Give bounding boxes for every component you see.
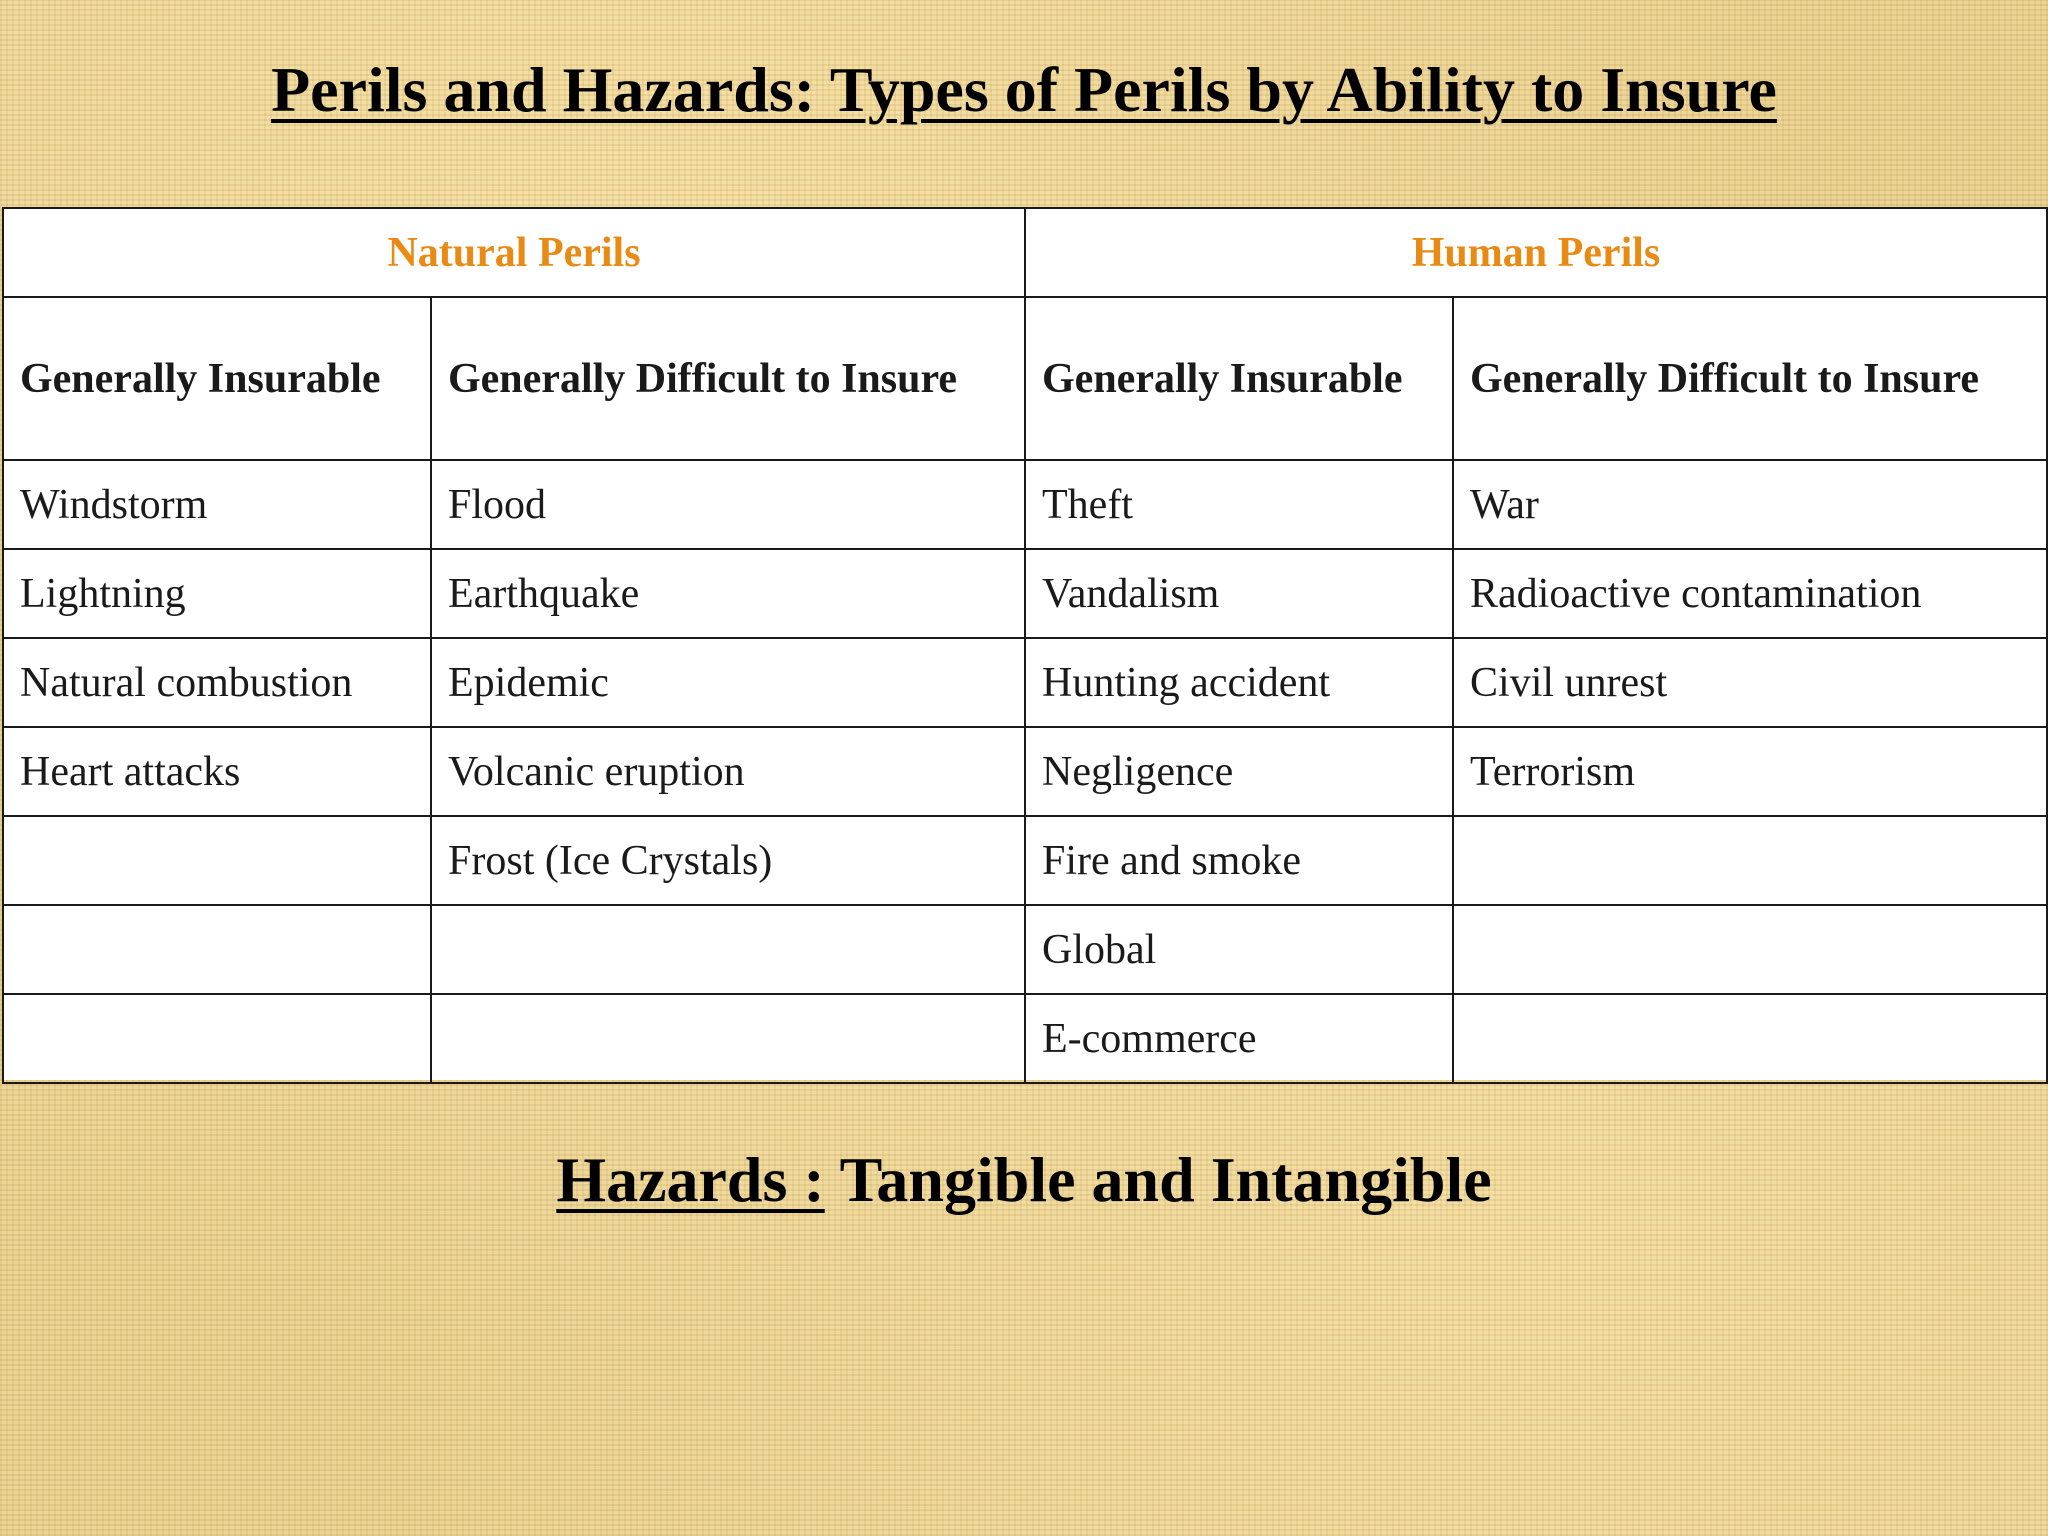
table-cell: Volcanic eruption: [431, 727, 1025, 816]
subheader-human-insurable: Generally Insurable: [1025, 297, 1453, 460]
table-row: [3, 727, 2047, 816]
table-cell: Heart attacks: [3, 727, 431, 816]
table-cell: Hunting accident: [1025, 638, 1453, 727]
slide-title: [0, 50, 2048, 130]
table-cell: Earthquake: [431, 549, 1025, 638]
table-cell: Radioactive contamination: [1453, 549, 2047, 638]
table-row: [3, 905, 2047, 994]
table-cell: [1453, 816, 2047, 905]
table-cell: [3, 816, 431, 905]
slide-title-text: Perils and Hazards: Types of Perils by Ability to Insure: [271, 54, 1777, 125]
table-cell: E-commerce: [1025, 994, 1453, 1083]
table-cell: Lightning: [3, 549, 431, 638]
subheader-row: [3, 297, 2047, 460]
table-cell: Fire and smoke: [1025, 816, 1453, 905]
table-cell: Theft: [1025, 460, 1453, 549]
group-header-human-perils: Human Perils: [1025, 208, 2047, 297]
table-cell: [1453, 905, 2047, 994]
table-row: [3, 816, 2047, 905]
table-cell: Negligence: [1025, 727, 1453, 816]
table-cell: [1453, 994, 2047, 1083]
table-cell: Terrorism: [1453, 727, 2047, 816]
table-cell: [3, 905, 431, 994]
subheader-natural-insurable: Generally Insurable: [3, 297, 431, 460]
table-cell: Civil unrest: [1453, 638, 2047, 727]
table-cell: Global: [1025, 905, 1453, 994]
subheader-human-difficult: Generally Difficult to Insure: [1453, 297, 2047, 460]
table-row: [3, 638, 2047, 727]
subheader-natural-difficult: Generally Difficult to Insure: [431, 297, 1025, 460]
group-header-natural-perils: Natural Perils: [3, 208, 1025, 297]
table-cell: [3, 994, 431, 1083]
table-cell: Vandalism: [1025, 549, 1453, 638]
table-cell: Flood: [431, 460, 1025, 549]
table-cell: [431, 994, 1025, 1083]
perils-table: [2, 207, 2048, 1084]
hazards-subtitle-label: Hazards :: [556, 1144, 825, 1215]
table-row: [3, 549, 2047, 638]
table-cell: War: [1453, 460, 2047, 549]
table-cell: Windstorm: [3, 460, 431, 549]
hazards-subtitle: [0, 1140, 2048, 1220]
table-cell: Frost (Ice Crystals): [431, 816, 1025, 905]
table-row: [3, 460, 2047, 549]
hazards-subtitle-rest: Tangible and Intangible: [824, 1144, 1492, 1215]
group-header-row: [3, 208, 2047, 297]
table-row: [3, 994, 2047, 1083]
perils-table-container: [2, 207, 2046, 1080]
table-cell: [431, 905, 1025, 994]
table-cell: Epidemic: [431, 638, 1025, 727]
table-cell: Natural combustion: [3, 638, 431, 727]
